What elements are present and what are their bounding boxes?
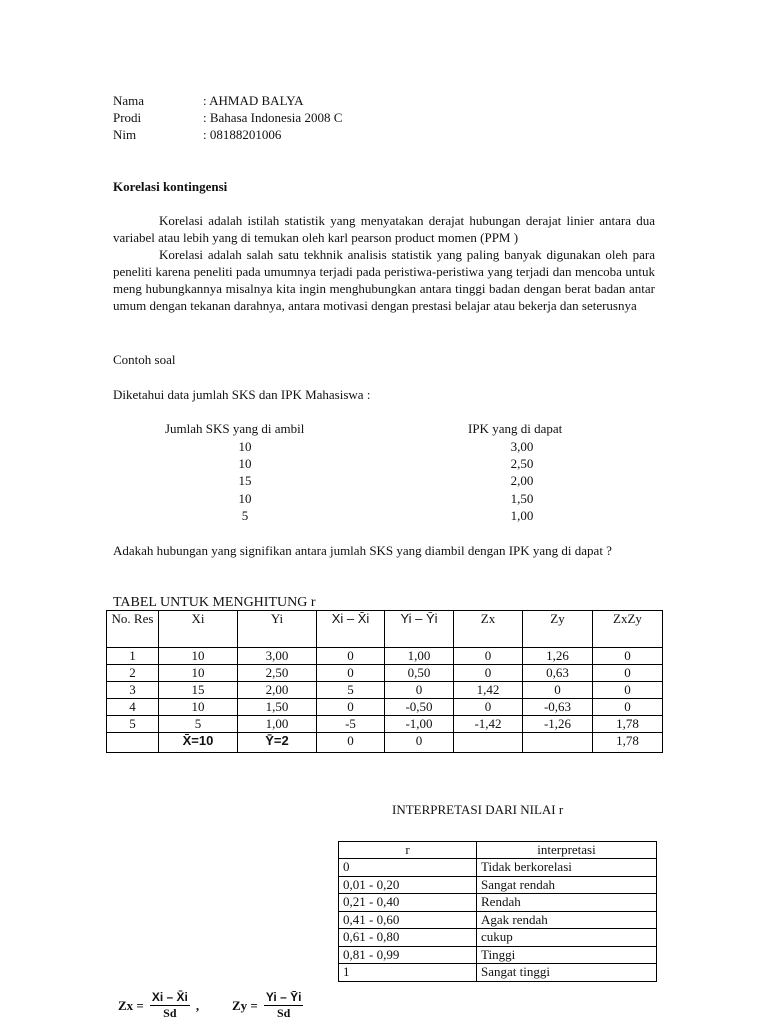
table-row [107,665,663,682]
cell: 10 [159,648,238,665]
formula-zx-denominator: Sd [163,1006,177,1020]
cell: 0 [593,648,663,665]
header-y-deviation: Yi – Ȳi [385,611,454,648]
formula-zy [232,990,303,1021]
data-value: 15 [238,473,252,489]
cell: -5 [317,716,385,733]
r-label: Rendah [477,894,657,912]
data-value: 5 [241,507,249,523]
r-label: Sangat tinggi [477,964,657,982]
cell: 0 [317,648,385,665]
r-range: 0,21 - 0,40 [339,894,477,912]
r-range: 0,41 - 0,60 [339,911,477,929]
header-r: r [339,842,477,859]
section-title: Korelasi kontingensi [113,179,228,194]
table-row [339,859,657,877]
formula-zx-numerator: Xi – X̄i [151,990,188,1004]
cell: 0 [385,733,454,753]
identity-value: : 08188201006 [203,127,282,142]
cell: 2 [107,665,159,682]
r-range: 0,61 - 0,80 [339,929,477,947]
header-yi: Yi [238,611,317,648]
identity-value: : AHMAD BALYA [203,93,304,108]
cell: 0,50 [385,665,454,682]
r-range: 0,81 - 0,99 [339,946,477,964]
table-row [107,699,663,716]
data-value: 2,00 [510,473,534,489]
header-zx: Zx [454,611,523,648]
mean-x: X̄=10 [159,733,238,753]
header-zxzy: ZxZy [593,611,663,648]
cell: 0 [593,699,663,716]
r-label: Sangat rendah [477,876,657,894]
r-label: Agak rendah [477,911,657,929]
cell: 4 [107,699,159,716]
header-no-res: No. Res [107,611,159,648]
cell: 5 [317,682,385,699]
identity-label: Nama [113,93,145,108]
cell: 5 [159,716,238,733]
cell: 0 [593,665,663,682]
data-value: 1,50 [510,490,534,506]
data-value: 1,00 [510,507,534,523]
cell: 1,26 [523,648,593,665]
mean-y: Ȳ=2 [238,733,317,753]
r-label: Tidak berkorelasi [477,859,657,877]
formula-zy-label: Zy = [232,998,258,1013]
data-value: 10 [238,456,252,472]
identity-row-nim [113,126,281,143]
r-label: cukup [477,929,657,947]
data-col2-header: IPK yang di dapat [468,421,563,436]
formula-separator: , [195,998,200,1013]
r-range: 0 [339,859,477,877]
cell: 0 [454,648,523,665]
cell: 2,00 [238,682,317,699]
formula-zx [118,990,199,1021]
data-value: 10 [238,439,252,454]
header-zy: Zy [523,611,593,648]
cell [454,733,523,753]
interpretation-table [338,841,657,982]
formula-zx-label: Zx = [118,998,144,1013]
data-value: 2,50 [510,456,534,472]
header-interpretasi: interpretasi [477,842,657,859]
contoh-soal-label: Contoh soal [113,352,176,367]
r-range: 0,01 - 0,20 [339,876,477,894]
calc-header-row [107,611,663,648]
cell: 15 [159,682,238,699]
table-row [339,964,657,982]
cell: 0 [523,682,593,699]
data-value: 3,00 [510,439,534,454]
diketahui-text: Diketahui data jumlah SKS dan IPK Mahasiswa : [113,387,371,402]
cell: 1,00 [238,716,317,733]
identity-label: Prodi [113,110,142,125]
cell: 1,42 [454,682,523,699]
table-row [339,911,657,929]
cell: 0 [454,699,523,716]
identity-label: Nim [113,127,137,142]
cell: 2,50 [238,665,317,682]
paragraph-definition: Korelasi adalah istilah statistik yang menyatakan derajat hubungan derajat linier antara dua variabel atau lebih yang di temukan oleh karl pearson product momen (PPM ) [113,213,655,245]
table-row [339,876,657,894]
table-row [339,929,657,947]
cell: 1 [107,648,159,665]
interpretation-title: INTERPRETASI DARI NILAI r [392,802,564,817]
cell: 0,63 [523,665,593,682]
cell: -0,63 [523,699,593,716]
cell: 3,00 [238,648,317,665]
header-x-deviation: Xi – X̄i [317,611,385,648]
cell: 0 [317,733,385,753]
table-row [107,716,663,733]
data-col1-values [185,438,305,524]
table-row [107,648,663,665]
formula-zx-fraction [150,990,190,1021]
cell: 0 [317,665,385,682]
cell [523,733,593,753]
cell: 3 [107,682,159,699]
formula-zy-fraction [264,990,304,1021]
data-value: 10 [238,490,252,506]
formula-zy-numerator: Yi – Ȳi [265,990,302,1004]
question-text: Adakah hubungan yang signifikan antara jumlah SKS yang diambil dengan IPK yang di dapat ? [113,543,612,558]
calc-table [106,610,663,753]
cell: -1,26 [523,716,593,733]
cell: -1,00 [385,716,454,733]
cell: 1,50 [238,699,317,716]
interpretation-header-row [339,842,657,859]
cell: 1,00 [385,648,454,665]
header-xi: Xi [159,611,238,648]
paragraph-usage: Korelasi adalah salah satu tekhnik analisis statistik yang paling banyak digunakan oleh para peneliti karena peneliti pada umumnya terjadi pada peristiwa-peristiwa yang terjadi dan mencoba untuk meng hubungkannya misalnya kita ingin menghubungkan antara tinggi badan dengan berat badan antar umum dengan tekanan darahnya, antara motivasi dengan prestasi belajar atau bekerja dan seterusnya [113,247,655,313]
identity-value: : Bahasa Indonesia 2008 C [203,110,343,125]
r-label: Tinggi [477,946,657,964]
table-row [339,894,657,912]
formula-zy-denominator: Sd [276,1006,291,1020]
cell [107,733,159,753]
r-range: 1 [339,964,477,982]
identity-row-prodi [113,109,342,126]
calc-table-title: TABEL UNTUK MENGHITUNG r [113,595,316,610]
cell: 0 [385,682,454,699]
totals-row [107,733,663,753]
cell: 5 [107,716,159,733]
cell: 0 [317,699,385,716]
table-row [339,946,657,964]
cell: -1,42 [454,716,523,733]
cell: 1,78 [593,716,663,733]
cell: 10 [159,665,238,682]
data-col1-header: Jumlah SKS yang di ambil [165,421,305,436]
data-col2-values [462,438,582,524]
identity-row-nama [113,92,304,109]
cell: 0 [593,682,663,699]
cell: 10 [159,699,238,716]
cell: -0,50 [385,699,454,716]
cell: 1,78 [593,733,663,753]
table-row [107,682,663,699]
cell: 0 [454,665,523,682]
